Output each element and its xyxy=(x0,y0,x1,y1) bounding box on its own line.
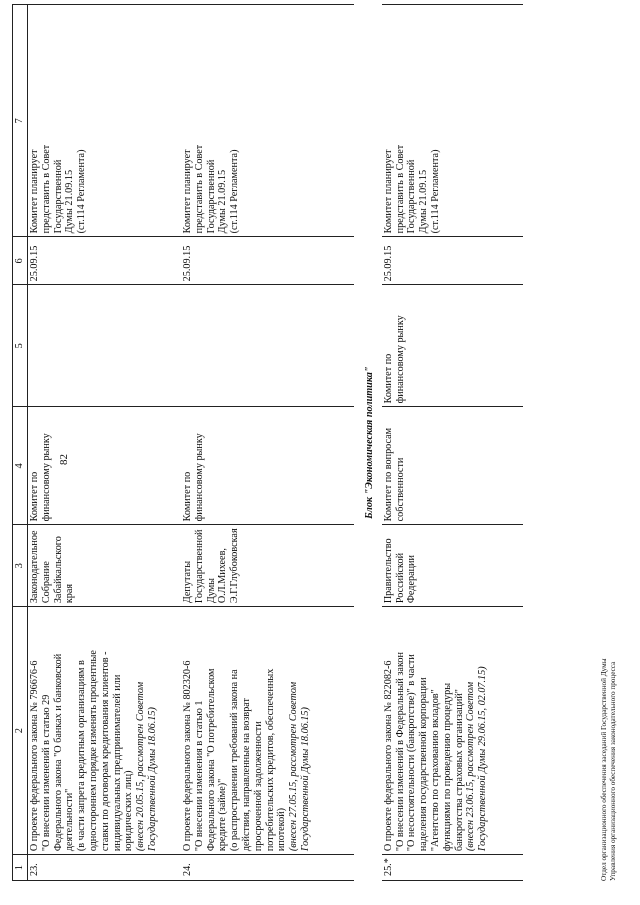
table-row xyxy=(181,5,354,881)
legislation-table xyxy=(12,4,523,881)
row-number: 25.* xyxy=(382,855,523,881)
block-row xyxy=(354,5,382,881)
column-header: 4 xyxy=(13,407,28,525)
co-committee xyxy=(181,285,354,407)
committee: Комитет по вопросам собственности xyxy=(382,407,523,525)
initiator: Законодательное Собрание Забайкальского края xyxy=(28,525,182,607)
bill-title: О проекте федерального закона № 796676-6 "О внесении изменений в статью 29 Федерального закона "О банках и банковской деятельности" (в части запрета кредитным организациям в одностороннем порядке изменять процентные ставки по договорам кредитования клиентов - индивидуальных предпринимателей или юридических лиц) (внесен 20.05.15, рассмотрен Советом Государственной Думы 18.06.15) xyxy=(28,607,182,855)
remark: Комитет планирует представить в Совет Государственной Думы 21.09.15 (ст.114 Регламента) xyxy=(28,5,182,237)
column-header: 3 xyxy=(13,525,28,607)
initiator: Правительство Российской Федерации xyxy=(382,525,523,607)
table-row xyxy=(382,5,523,881)
column-header: 7 xyxy=(13,5,28,237)
bill-note: (внесен 23.06.15, рассмотрен Советом xyxy=(465,681,477,852)
footer-line: Отдел организационного обеспечения заседаний Государственной Думы xyxy=(600,658,608,881)
column-header: 2 xyxy=(13,607,28,855)
header-row xyxy=(13,5,28,881)
remark: Комитет планирует представить в Совет Государственной Думы 21.09.15 (ст.114 Регламента) xyxy=(382,5,523,237)
column-header: 1 xyxy=(13,855,28,881)
committee: Комитет по финансовому рынку xyxy=(181,407,354,525)
bill-note: (внесен 27.05.15, рассмотрен Советом xyxy=(288,681,300,852)
bill-title: О проекте федерального закона № 822082-6 "О внесении изменений в Федеральный закон "О несостоятельности (банкротстве)" в части наделения государственной корпорации "Агентство по страхованию вкладов" функциями по проведению процедуры банкротства страховых организаций" (внесен 23.06.15, рассмотрен Советом Государственной Думы 29.06.15, 02.07.15) xyxy=(382,607,523,855)
footer-line: Управления организационного обеспечения законодательного процесса xyxy=(608,661,617,881)
bill-title: О проекте федерального закона № 802320-6 "О внесении изменения в статью 1 Федерального закона "О потребительском кредите (займе)" (о распространении требований закона на действия, направленные на возврат просроченной задолженности потребительских кредитов, обеспеченных ипотекой) (внесен 27.05.15, рассмотрен Советом Государственной Думы 18.06.15) xyxy=(181,607,354,855)
block-title: Блок "Экономическая политика" xyxy=(364,366,375,519)
table-row xyxy=(28,5,182,881)
committee: Комитет по финансовому рынку xyxy=(28,407,182,525)
footer xyxy=(600,658,617,881)
date: 25.09.15 xyxy=(181,237,354,285)
date: 25.09.15 xyxy=(382,237,523,285)
row-number: 24. xyxy=(181,855,354,881)
row-number: 23. xyxy=(28,855,182,881)
bill-note: (внесен 20.05.15, рассмотрен Советом xyxy=(135,681,147,852)
column-header: 5 xyxy=(13,285,28,407)
column-header: 6 xyxy=(13,237,28,285)
remark: Комитет планирует представить в Совет Государственной Думы 21.09.15 (ст.114 Регламента) xyxy=(181,5,354,237)
page-number: 82 xyxy=(58,454,70,465)
co-committee xyxy=(28,285,182,407)
initiator: Депутаты Государственной Думы О.Л.Михеев, Э.Г.Глубоковская xyxy=(181,525,354,607)
date: 25.09.15 xyxy=(28,237,182,285)
co-committee: Комитет по финансовому рынку xyxy=(382,285,523,407)
